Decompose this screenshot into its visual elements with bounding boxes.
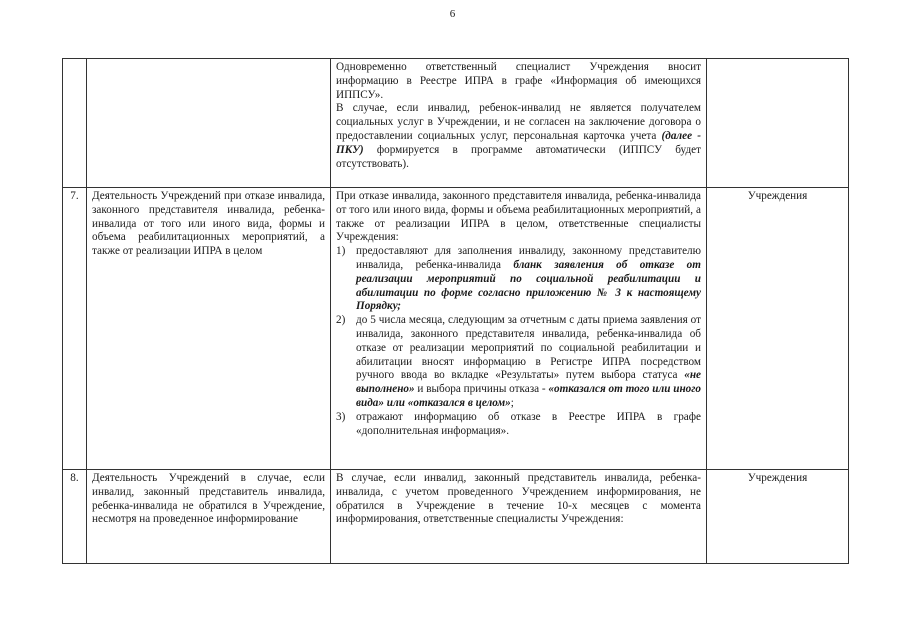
step-text	[356, 245, 701, 314]
text-fragment: ;	[510, 396, 514, 409]
procedure-cell	[331, 470, 707, 564]
text-fragment: формируется в программе автоматически (ИППСУ будет отсутствовать).	[336, 143, 701, 170]
emphasis-text: «отказался в целом»	[407, 396, 511, 409]
table-row-continuation	[63, 59, 849, 188]
step-number: 1)	[336, 245, 346, 258]
step-number: 3)	[336, 410, 346, 423]
responsible-cell: Учреждения	[707, 188, 849, 470]
procedure-table	[62, 58, 849, 564]
procedure-cell	[331, 188, 707, 470]
responsible-cell	[707, 59, 849, 188]
procedure-intro: При отказе инвалида, законного представителя инвалида, ребенка-инвалида от того или иного вида, формы и объема реабилитационных мероприятий, а также от реализации ИПРА в целом, ответственные специалисты Учреждения:	[336, 190, 701, 244]
table-row-8	[63, 470, 849, 564]
procedure-paragraph: Одновременно ответственный специалист Учреждения вносит информацию в Реестре ИПРА в графе «Информация об имеющихся ИППСУ».	[336, 61, 701, 101]
table-row-7	[63, 188, 849, 470]
step-text	[356, 314, 701, 411]
row-number-cell	[63, 59, 87, 188]
responsible-cell: Учреждения	[707, 470, 849, 564]
procedure-paragraph	[336, 102, 701, 171]
step-text: отражают информацию об отказе в Реестре ИПРА в графе «дополнительная информация».	[356, 410, 701, 437]
procedure-step	[336, 314, 701, 411]
text-fragment: до 5 числа месяца, следующим за отчетным с даты приема заявления от инвалида, законного представителя инвалида, ребенка-инвалида об отказе от реализации мероприятий по социальной реабилитации и абилитации вносят информацию в Регистре ИПРА посредством ручного ввода во вкладке «Результаты» путем выбора статуса	[356, 314, 701, 382]
procedure-steps	[336, 245, 701, 438]
activity-cell	[87, 59, 331, 188]
procedure-step	[336, 245, 701, 314]
row-number-cell: 8.	[63, 470, 87, 564]
page-number: 6	[449, 8, 456, 20]
text-fragment: В случае, если инвалид, ребенок-инвалид не является получателем социальных услуг в Учреждении, и не согласен на заключение договора о предоставлении социальных услуг, персональная карточка учета	[336, 102, 701, 142]
activity-cell: Деятельность Учреждений в случае, если инвалид, законный представитель инвалида, ребенка-инвалида не обратился в Учреждение, несмотря на проведенное информирование	[87, 470, 331, 564]
activity-cell: Деятельность Учреждений при отказе инвалида, законного представителя инвалида, ребенка-инвалида от того или иного вида, формы и объема реабилитационных мероприятий, а также от реализации ИПРА в целом	[87, 188, 331, 470]
emphasis-text: или	[386, 396, 405, 409]
emphasis-text: (далее - ПКУ)	[336, 129, 701, 156]
text-fragment: и выбора причины отказа -	[414, 383, 549, 396]
emphasis-text: бланк заявления об отказе от реализации мероприятий по социальной реабилитации и абилитации по форме согласно приложению № 3 к настоящему Порядку;	[356, 258, 701, 313]
emphasis-text: «отказался от того или иного вида»	[356, 383, 701, 409]
procedure-intro: В случае, если инвалид, законный представитель инвалида, ребенка-инвалида, с учетом проведенного Учреждением информирования, не обратился в Учреждение в течение 10-х месяцев с момента информирования, ответственные специалисты Учреждения:	[336, 472, 701, 526]
procedure-cell	[331, 59, 707, 188]
row-number-cell: 7.	[63, 188, 87, 470]
procedure-step	[336, 411, 701, 439]
step-number: 2)	[336, 314, 346, 327]
emphasis-text: «не выполнено»	[356, 369, 701, 396]
text-fragment: предоставляют для заполнения инвалиду, законному представителю инвалида, ребенка-инвалида	[356, 245, 701, 271]
